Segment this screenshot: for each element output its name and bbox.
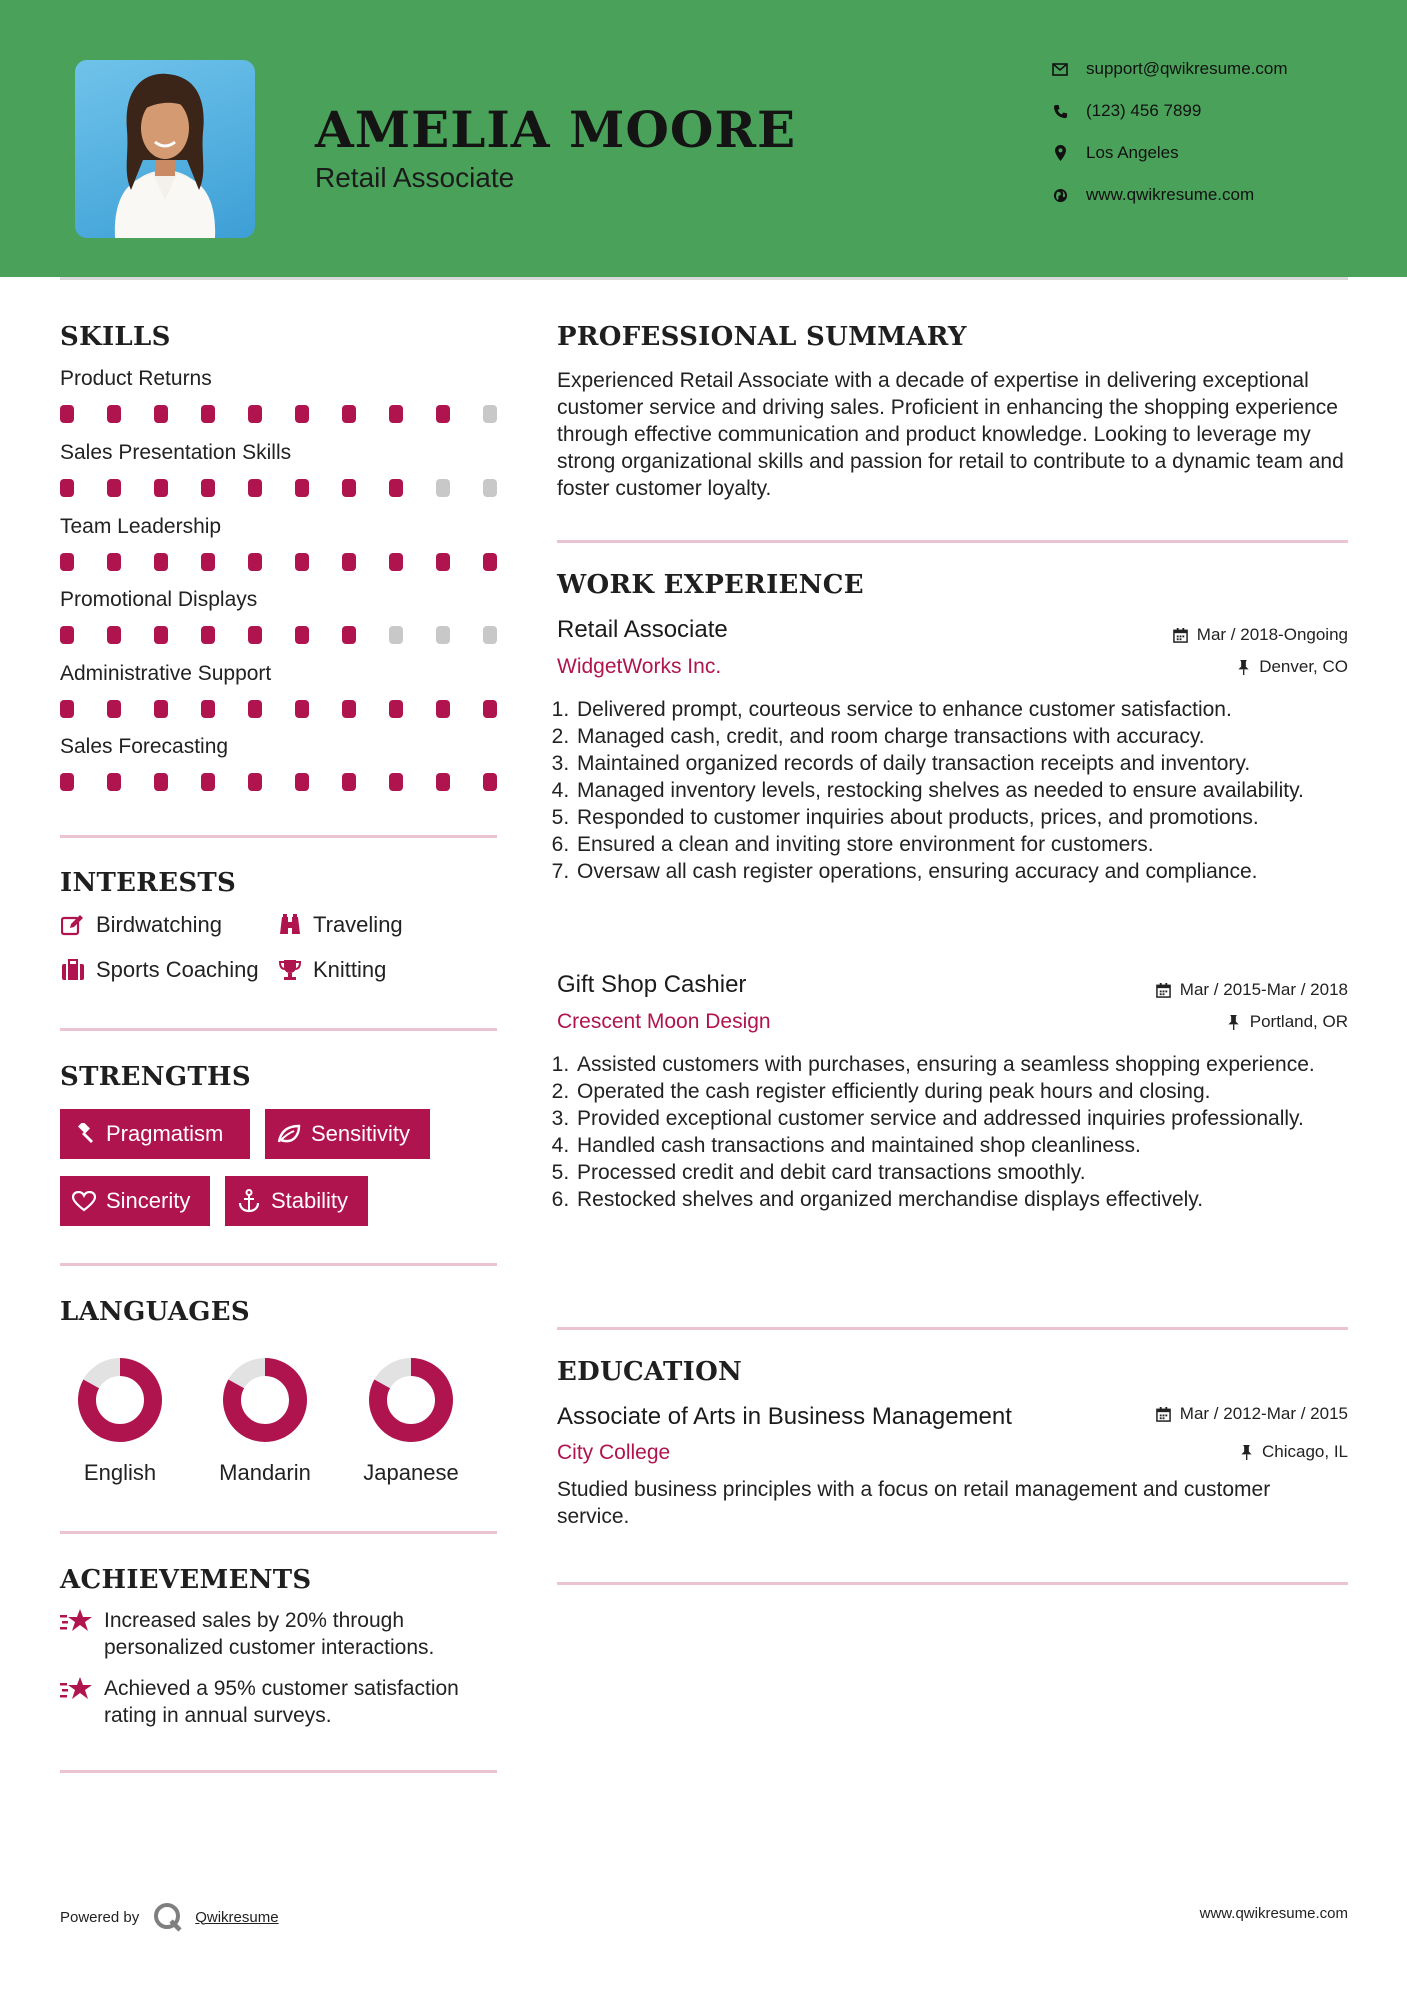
contact-phone-text: (123) 456 7899: [1086, 101, 1202, 120]
qwikresume-logo-icon: [153, 1902, 183, 1932]
skill-rating: [60, 479, 500, 497]
skill-dot-filled: [295, 626, 309, 644]
list-item: 6. Restocked shelves and organized merchandise displays effectively.: [575, 1186, 1365, 1213]
interest-item: [277, 910, 403, 940]
education-description: Studied business principles with a focus on retail management and customer service.: [557, 1478, 1271, 1528]
summary-title: PROFESSIONAL SUMMARY: [557, 322, 967, 352]
skill-rating: [60, 773, 500, 791]
skill-dot-filled: [436, 773, 450, 791]
list-item: 2. Managed cash, credit, and room charge transactions with accuracy.: [575, 723, 1365, 750]
skill-dot-empty: [436, 479, 450, 497]
phone-icon: [1050, 101, 1070, 121]
skill-dot-filled: [154, 700, 168, 718]
education-location: [1238, 1442, 1348, 1462]
skill-dot-filled: [154, 405, 168, 423]
pushpin-icon: [1238, 1444, 1254, 1460]
trophy-icon: [277, 957, 303, 983]
skill-dot-filled: [295, 700, 309, 718]
skill-dot-filled: [342, 479, 356, 497]
list-item: 5. Processed credit and debit card transactions smoothly.: [575, 1159, 1365, 1186]
skill-dot-filled: [342, 553, 356, 571]
anchor-icon: [237, 1189, 261, 1213]
skill-dot-filled: [201, 553, 215, 571]
heart-icon: [72, 1189, 96, 1213]
list-item: 3. Provided exceptional customer service and addressed inquiries professionally.: [575, 1105, 1365, 1132]
contact-location: [1050, 138, 1370, 168]
company-name: Crescent Moon Design: [557, 1010, 771, 1033]
footer-website[interactable]: www.qwikresume.com: [1199, 1905, 1348, 1922]
pushpin-icon: [1235, 659, 1251, 675]
language-ring: [220, 1355, 310, 1445]
interest-label: Traveling: [313, 912, 403, 937]
skill-name: Product Returns: [60, 367, 212, 390]
profile-photo: [75, 60, 255, 238]
skill-rating: [60, 700, 500, 718]
skill-name: Promotional Displays: [60, 588, 258, 611]
skill-dot-filled: [436, 553, 450, 571]
section-divider: [557, 1582, 1348, 1585]
summary-text: Experienced Retail Associate with a decade of expertise in delivering exceptional customer service and driving sales. Proficient in enhancing the shopping experience through effective communication and product knowledge. Looking to leverage my strong organizational skills and passion for retail to contribute to a dynamic team and foster customer loyalty.: [557, 369, 1344, 500]
skill-dot-filled: [389, 553, 403, 571]
map-pin-icon: [1050, 143, 1070, 163]
skill-dot-filled: [154, 553, 168, 571]
edit-icon: [60, 912, 86, 938]
skill-dot-empty: [436, 626, 450, 644]
star-award-icon: [60, 1675, 94, 1705]
interest-label: Birdwatching: [96, 912, 222, 937]
skill-dot-filled: [154, 773, 168, 791]
job-dates: [1156, 980, 1348, 1000]
skill-dot-filled: [201, 405, 215, 423]
education-title: EDUCATION: [557, 1357, 743, 1387]
contact-location-text: Los Angeles: [1086, 143, 1179, 162]
skill-dot-filled: [60, 405, 74, 423]
list-item: 1. Assisted customers with purchases, ensuring a seamless shopping experience.: [575, 1051, 1365, 1078]
envelope-icon: [1050, 59, 1070, 79]
company-name: WidgetWorks Inc.: [557, 655, 722, 678]
language-ring: [366, 1355, 456, 1445]
interest-item: [277, 955, 386, 985]
strengths-title: STRENGTHS: [60, 1062, 251, 1092]
list-item: 5. Responded to customer inquiries about products, prices, and promotions.: [575, 804, 1365, 831]
section-divider: [557, 1327, 1348, 1330]
skill-dot-filled: [248, 773, 262, 791]
job-title: Retail Associate: [557, 616, 728, 643]
skill-dot-filled: [483, 700, 497, 718]
strength-badge: [60, 1109, 250, 1159]
list-item: 1. Delivered prompt, courteous service to enhance customer satisfaction.: [575, 696, 1365, 723]
skill-dot-filled: [107, 405, 121, 423]
job-location-text: Denver, CO: [1259, 657, 1348, 676]
calendar-icon: [1173, 627, 1189, 643]
list-item: 2. Operated the cash register efficiently during peak hours and closing.: [575, 1078, 1365, 1105]
skill-dot-filled: [483, 773, 497, 791]
strength-label: Stability: [271, 1188, 349, 1213]
skill-dot-filled: [389, 773, 403, 791]
achievement-item: [60, 1675, 500, 1729]
skill-dot-empty: [483, 405, 497, 423]
skill-rating: [60, 405, 500, 423]
candidate-name: AMELIA MOORE: [315, 100, 797, 159]
section-divider: [60, 1531, 497, 1534]
skill-name: Administrative Support: [60, 662, 272, 685]
skill-dot-empty: [483, 626, 497, 644]
skill-name: Team Leadership: [60, 515, 222, 538]
skill-dot-filled: [107, 626, 121, 644]
skill-dot-filled: [389, 405, 403, 423]
language-name: Mandarin: [219, 1460, 311, 1485]
skill-name: Sales Forecasting: [60, 735, 229, 758]
education-location-text: Chicago, IL: [1262, 1442, 1348, 1461]
skill-dot-filled: [295, 553, 309, 571]
skill-dot-filled: [248, 553, 262, 571]
skill-dot-filled: [201, 700, 215, 718]
job-title: Gift Shop Cashier: [557, 971, 747, 998]
skill-dot-filled: [60, 773, 74, 791]
skill-dot-filled: [107, 553, 121, 571]
contact-phone[interactable]: [1050, 96, 1370, 126]
skill-dot-filled: [342, 626, 356, 644]
footer-powered-by: [60, 1902, 279, 1932]
skill-dot-filled: [248, 479, 262, 497]
skill-dot-filled: [295, 479, 309, 497]
strength-badge: [60, 1176, 210, 1226]
interest-item: [60, 955, 259, 985]
strength-label: Sincerity: [106, 1188, 191, 1213]
achievements-title: ACHIEVEMENTS: [60, 1565, 312, 1595]
list-item: 3. Maintained organized records of daily transaction receipts and inventory.: [575, 750, 1365, 777]
calendar-icon: [1156, 1406, 1172, 1422]
skill-dot-filled: [60, 700, 74, 718]
skill-rating: [60, 626, 500, 644]
experience-title: WORK EXPERIENCE: [557, 570, 864, 600]
skill-dot-filled: [389, 479, 403, 497]
skill-dot-filled: [295, 405, 309, 423]
skill-dot-filled: [436, 700, 450, 718]
skill-dot-filled: [248, 405, 262, 423]
strength-label: Sensitivity: [311, 1121, 411, 1146]
list-item: 4. Managed inventory levels, restocking shelves as needed to ensure availability.: [575, 777, 1365, 804]
skill-dot-filled: [60, 553, 74, 571]
education-dates: [1156, 1404, 1348, 1424]
globe-icon: [1050, 185, 1070, 205]
skills-title: SKILLS: [60, 322, 171, 352]
candidate-role: Retail Associate: [315, 162, 515, 193]
skill-dot-filled: [201, 773, 215, 791]
job-location: [1235, 657, 1348, 677]
skill-dot-filled: [295, 773, 309, 791]
calendar-icon: [1156, 982, 1172, 998]
interest-label: Knitting: [313, 957, 387, 982]
achievement-item: [60, 1607, 500, 1661]
job-location: [1226, 1012, 1348, 1032]
skill-dot-filled: [342, 700, 356, 718]
leaf-icon: [277, 1122, 301, 1146]
skill-dot-filled: [248, 626, 262, 644]
powered-by-label: Powered by: [60, 1908, 140, 1926]
list-item: 4. Handled cash transactions and maintained shop cleanliness.: [575, 1132, 1365, 1159]
contact-website[interactable]: [1050, 180, 1370, 210]
skill-rating: [60, 553, 500, 571]
binoculars-icon: [277, 912, 303, 938]
strength-badge: [225, 1176, 368, 1226]
skill-dot-filled: [154, 626, 168, 644]
job-dates-text: Mar / 2018-Ongoing: [1196, 625, 1348, 644]
skill-dot-filled: [60, 479, 74, 497]
skill-dot-filled: [201, 479, 215, 497]
degree-title: Associate of Arts in Business Management: [557, 1403, 1012, 1430]
interests-title: INTERESTS: [60, 868, 237, 898]
achievement-text: Achieved a 95% customer satisfaction rating in annual surveys.: [104, 1677, 459, 1727]
section-divider: [60, 1028, 497, 1031]
strength-label: Pragmatism: [106, 1121, 224, 1146]
contact-website-text: www.qwikresume.com: [1086, 185, 1255, 204]
skill-dot-empty: [389, 626, 403, 644]
section-divider: [60, 835, 497, 838]
skill-dot-filled: [248, 700, 262, 718]
section-divider: [60, 1770, 497, 1773]
skill-dot-filled: [107, 479, 121, 497]
skill-dot-filled: [154, 479, 168, 497]
language-ring: [75, 1355, 165, 1445]
list-item: 6. Ensured a clean and inviting store environment for customers.: [575, 831, 1365, 858]
star-award-icon: [60, 1607, 94, 1637]
job-dates-text: Mar / 2015-Mar / 2018: [1179, 980, 1348, 999]
briefcase-icon: [60, 957, 86, 983]
list-item: 7. Oversaw all cash register operations, ensuring accuracy and compliance.: [575, 858, 1365, 885]
skill-dot-filled: [107, 700, 121, 718]
skill-dot-filled: [483, 553, 497, 571]
job-responsibilities: [557, 1051, 1365, 1213]
job-location-text: Portland, OR: [1249, 1012, 1348, 1031]
section-divider: [557, 540, 1348, 543]
language-name: Japanese: [363, 1460, 459, 1485]
skill-dot-filled: [201, 626, 215, 644]
contact-email[interactable]: [1050, 54, 1370, 84]
gavel-icon: [72, 1122, 96, 1146]
skill-dot-filled: [60, 626, 74, 644]
job-responsibilities: [557, 696, 1365, 885]
interest-item: [60, 910, 222, 940]
skill-dot-filled: [389, 700, 403, 718]
skill-dot-filled: [342, 405, 356, 423]
interest-label: Sports Coaching: [96, 957, 259, 982]
skill-dot-filled: [342, 773, 356, 791]
qwikresume-link[interactable]: Qwikresume: [195, 1908, 279, 1926]
contact-email-text: support@qwikresume.com: [1086, 59, 1288, 78]
language-name: English: [83, 1460, 157, 1485]
header-divider: [60, 277, 1348, 280]
skill-dot-filled: [107, 773, 121, 791]
section-divider: [60, 1263, 497, 1266]
education-dates-text: Mar / 2012-Mar / 2015: [1179, 1404, 1348, 1423]
skill-dot-empty: [483, 479, 497, 497]
job-dates: [1173, 625, 1348, 645]
school-name: City College: [557, 1441, 671, 1464]
skill-dot-filled: [436, 405, 450, 423]
achievement-text: Increased sales by 20% through personalized customer interactions.: [104, 1609, 435, 1659]
pushpin-icon: [1226, 1014, 1242, 1030]
languages-title: LANGUAGES: [60, 1297, 250, 1327]
strength-badge: [265, 1109, 430, 1159]
skill-name: Sales Presentation Skills: [60, 441, 292, 464]
